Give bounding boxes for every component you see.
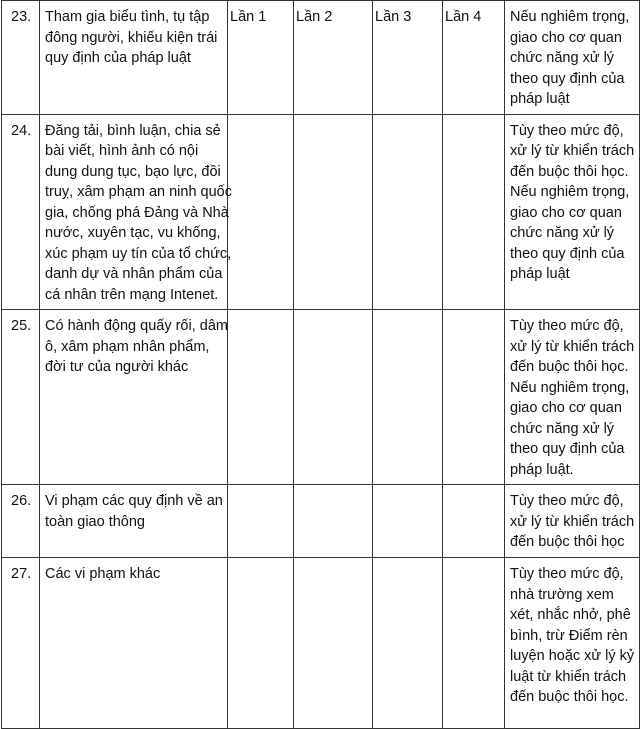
action-line: nhà trường xem [510,586,614,603]
description-line: xúc phạm uy tín của tổ chức, [45,245,232,262]
disciplinary-action [505,310,640,485]
description-line: gia, chống phá Đảng và Nhà [45,204,229,221]
table-body [2,1,640,729]
time-4-cell [443,114,505,310]
action-line: bình, trừ Điểm rèn [510,627,628,644]
action-line: pháp luật. [510,461,574,478]
action-line: Nếu nghiêm trọng, [510,9,630,25]
description-line: cá nhân trên mạng Intenet. [45,286,219,303]
disciplinary-action [505,485,640,558]
row-number: 26. [2,485,40,558]
action-line: đến buộc thôi học. [510,359,629,375]
action-line: xử lý từ khiển trách [510,143,635,159]
row-number: 27. [2,558,40,729]
time-2-cell [294,310,373,485]
action-line: đến buộc thôi học [510,534,625,550]
action-line: Tùy theo mức độ, [510,122,624,139]
description-line: toàn giao thông [45,513,145,530]
description-line: Đăng tải, bình luận, chia sẻ [45,122,221,139]
table-row [2,1,640,115]
time-1-cell [228,310,294,485]
time-2-cell [294,558,373,729]
time-3-cell: Lần 3 [373,1,443,115]
action-line: đến buộc thôi học. [510,689,629,705]
action-line: chức năng xử lý [510,420,615,437]
description-line: Tham gia biểu tình, tụ tập [45,9,210,25]
description-line: truỵ, xâm phạm an ninh quốc [45,184,232,200]
action-line: Nếu nghiêm trọng, [510,379,630,396]
disciplinary-action [505,1,640,115]
time-3-cell [373,485,443,558]
row-number: 23. [2,1,40,115]
row-number: 24. [2,114,40,310]
table-row [2,558,640,729]
action-line: theo quy định của [510,245,625,262]
action-line: pháp luật [510,266,570,282]
action-line: đến buộc thôi học. [510,163,629,180]
description-line: Có hành động quấy rối, dâm [45,318,228,334]
table-row [2,114,640,310]
violations-table [1,0,640,729]
action-line: chức năng xử lý [510,50,615,66]
violation-description [40,310,228,485]
action-line: Nếu nghiêm trọng, [510,184,630,200]
table-row [2,485,640,558]
time-4-cell: Lần 4 [443,1,505,115]
time-3-cell [373,114,443,310]
action-line: pháp luật [510,91,570,107]
description-line: bài viết, hình ảnh có nội [45,143,199,159]
action-line: xử lý từ khiển trách [510,513,635,530]
description-line: Vi phạm các quy định về an [45,493,223,509]
violation-description [40,1,228,115]
disciplinary-action [505,114,640,310]
action-line: giao cho cơ quan [510,400,622,416]
description-line: quy định của pháp luật [45,50,191,66]
description-line: nước, xuyên tạc, vu khống, [45,225,221,241]
action-line: Tùy theo mức độ, [510,318,624,334]
action-line: Tùy theo mức độ, [510,566,624,582]
description-line: danh dự và nhân phẩm của [45,266,223,282]
time-4-cell [443,558,505,729]
action-line: chức năng xử lý [510,225,615,241]
action-line: luyện hoặc xử lý kỷ [510,648,635,664]
time-2-cell [294,114,373,310]
time-3-cell [373,558,443,729]
time-3-cell [373,310,443,485]
violation-description [40,485,228,558]
time-1-cell [228,558,294,729]
action-line: xử lý từ khiển trách [510,338,635,355]
time-1-cell: Lần 1 [228,1,294,115]
time-2-cell [294,485,373,558]
time-4-cell [443,485,505,558]
action-line: theo quy định của [510,70,625,87]
action-line: theo quy định của [510,441,625,457]
description-line: đời tư của người khác [45,359,189,375]
table-row [2,310,640,485]
description-line: dung dung tục, bạo lực, đồi [45,163,221,180]
description-line: ô, xâm phạm nhân phẩm, [45,338,210,355]
violation-description [40,558,228,729]
row-number: 25. [2,310,40,485]
description-line: đông người, khiếu kiện trái [45,29,218,46]
time-1-cell [228,485,294,558]
time-2-cell: Lần 2 [294,1,373,115]
action-line: luật từ khiển trách [510,668,627,685]
action-line: giao cho cơ quan [510,29,622,46]
time-1-cell [228,114,294,310]
time-4-cell [443,310,505,485]
description-line: Các vi phạm khác [45,566,161,582]
disciplinary-action [505,558,640,729]
action-line: Tùy theo mức độ, [510,493,624,509]
action-line: xét, nhắc nhở, phê [510,607,631,623]
action-line: giao cho cơ quan [510,204,622,221]
violation-description [40,114,232,310]
